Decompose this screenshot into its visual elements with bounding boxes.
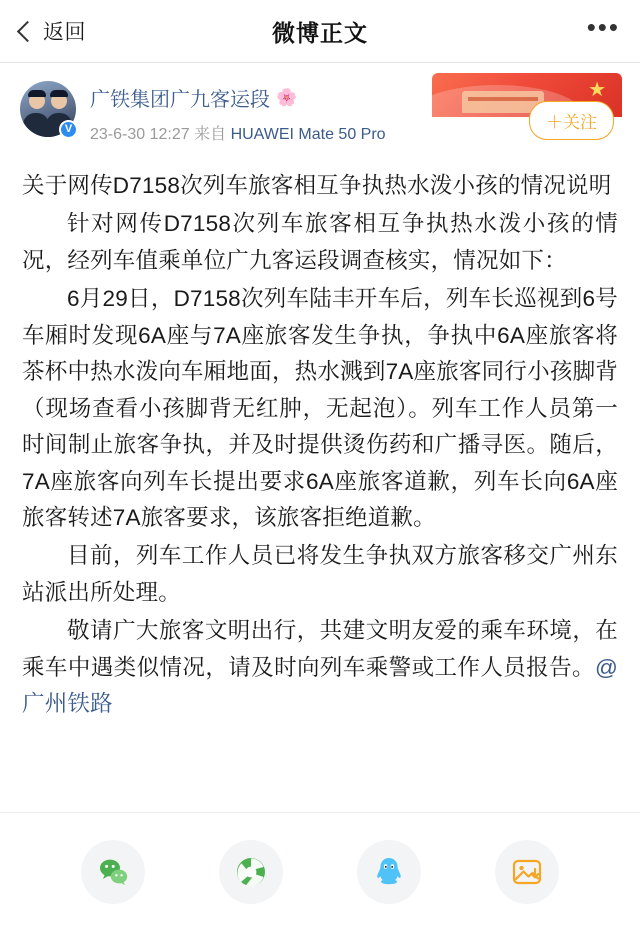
back-label: 返回 <box>43 21 86 44</box>
post-paragraph-2: 6月29日，D7158次列车陆丰开车后，列车长巡视到6号车厢时发现6A座与7A座旅客发生争执，争执中6A座旅客将茶杯中热水泼向车厢地面，热水溅到7A座旅客同行小孩脚背（现场查看小孩脚背无红肿，无起泡）。列车工作人员第一时间制止旅客争执，并及时提供烫伤药和广播寻医。随后，7A座旅客向列车长提出要求6A座旅客道歉，列车长向6A座旅客转述7A旅客要求，该旅客拒绝道歉。 <box>22 286 618 530</box>
author-name[interactable]: 广铁集团广九客运段 <box>90 89 270 111</box>
save-image-icon <box>511 856 543 888</box>
more-options-icon[interactable]: ••• <box>586 12 620 42</box>
top-navigation-bar <box>0 0 640 62</box>
avatar-cap-right <box>50 90 68 97</box>
wechat-moments-icon <box>234 855 268 889</box>
wechat-share-button[interactable] <box>81 840 145 904</box>
qq-penguin-icon <box>373 855 405 889</box>
follow-area <box>432 73 622 149</box>
post-paragraph-1: 针对网传D7158次列车旅客相互争执热水泼小孩的情况，经列车值乘单位广九客运段调查核实，情况如下： <box>22 211 618 273</box>
post-source-prefix: 来自 <box>194 126 227 143</box>
post-device[interactable]: HUAWEI Mate 50 Pro <box>230 126 386 143</box>
back-chevron-icon <box>17 20 38 41</box>
flower-icon: 🌸 <box>276 88 298 107</box>
mention-link[interactable]: @广州铁路 <box>22 654 618 717</box>
author-header <box>0 63 640 154</box>
post-timestamp: 23-6-30 12:27 <box>90 126 190 143</box>
post-title: 关于网传D7158次列车旅客相互争执热水泼小孩的情况说明 <box>22 173 612 198</box>
verified-badge-icon: V <box>59 120 78 139</box>
moments-share-button[interactable] <box>219 840 283 904</box>
post-paragraph-3: 目前，列车工作人员已将发生争执双方旅客移交广州东站派出所处理。 <box>22 543 618 605</box>
avatar-wrapper[interactable] <box>20 81 76 137</box>
avatar-cap-left <box>28 90 46 97</box>
wechat-icon <box>96 855 130 889</box>
follow-button[interactable]: ＋关注 <box>529 101 614 140</box>
star-icon: ★ <box>588 79 606 101</box>
save-image-button[interactable] <box>495 840 559 904</box>
qq-share-button[interactable] <box>357 840 421 904</box>
page-title: 微博正文 <box>272 19 368 46</box>
post-paragraph-4-text: 敬请广大旅客文明出行，共建文明友爱的乘车环境，在乘车中遇类似情况，请及时向列车乘警或工作人员报告。 <box>22 618 618 680</box>
post-content <box>0 154 640 723</box>
share-bar <box>0 813 640 931</box>
post-paragraph-4 <box>22 613 618 722</box>
back-button[interactable] <box>20 16 86 46</box>
